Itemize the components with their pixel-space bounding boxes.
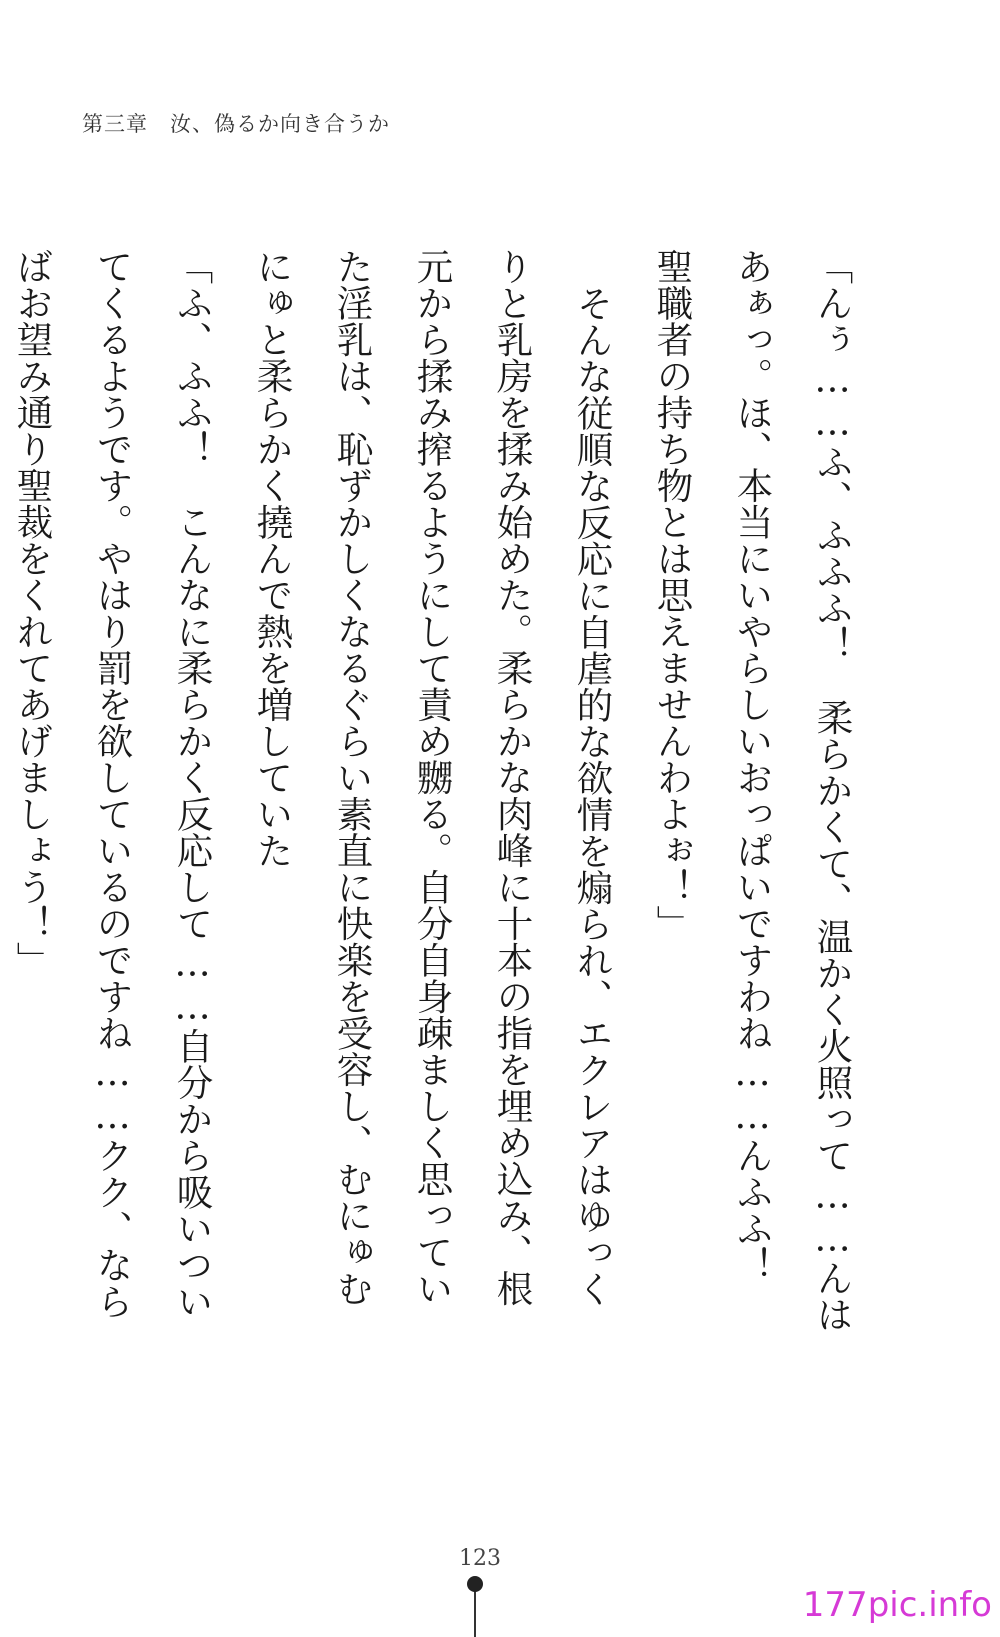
body-text: [0, 248, 872, 1338]
watermark: 177pic.info: [802, 1585, 992, 1625]
page-marker-dot-icon: [467, 1576, 483, 1592]
paragraph: 「んぅ……ふ、ふふふ！ 柔らかくて、温かく火照って……んはあぁっ。ほ、本当にいやらしいおっぱいですわね……んふふ！ 聖職者の持ち物とは思えませんわよぉ！」: [651, 248, 854, 1333]
paragraph: そんな従順な反応に自虐的な欲情を煽られ、エクレアはゆっくりと乳房を揉み始めた。柔らかな肉峰に十本の指を埋め込み、根元から揉み搾るようにして責め嬲る。自分自身疎ましく思っていた淫乳は、恥ずかしくなるぐらい素直に快楽を受容し、むにゅむにゅと柔らかく撓んで熱を増していた: [251, 248, 614, 1307]
running-head: 第三章 汝、偽るか向き合うか: [82, 112, 390, 136]
page-number: 123: [459, 1546, 501, 1571]
paragraph: 「ふ、ふふ！ こんなに柔らかく反応して……自分から吸いついてくるようです。やはり罰を欲しているのですね……クク、ならばお望み通り聖裁をくれてあげましょう！」: [11, 248, 214, 1320]
